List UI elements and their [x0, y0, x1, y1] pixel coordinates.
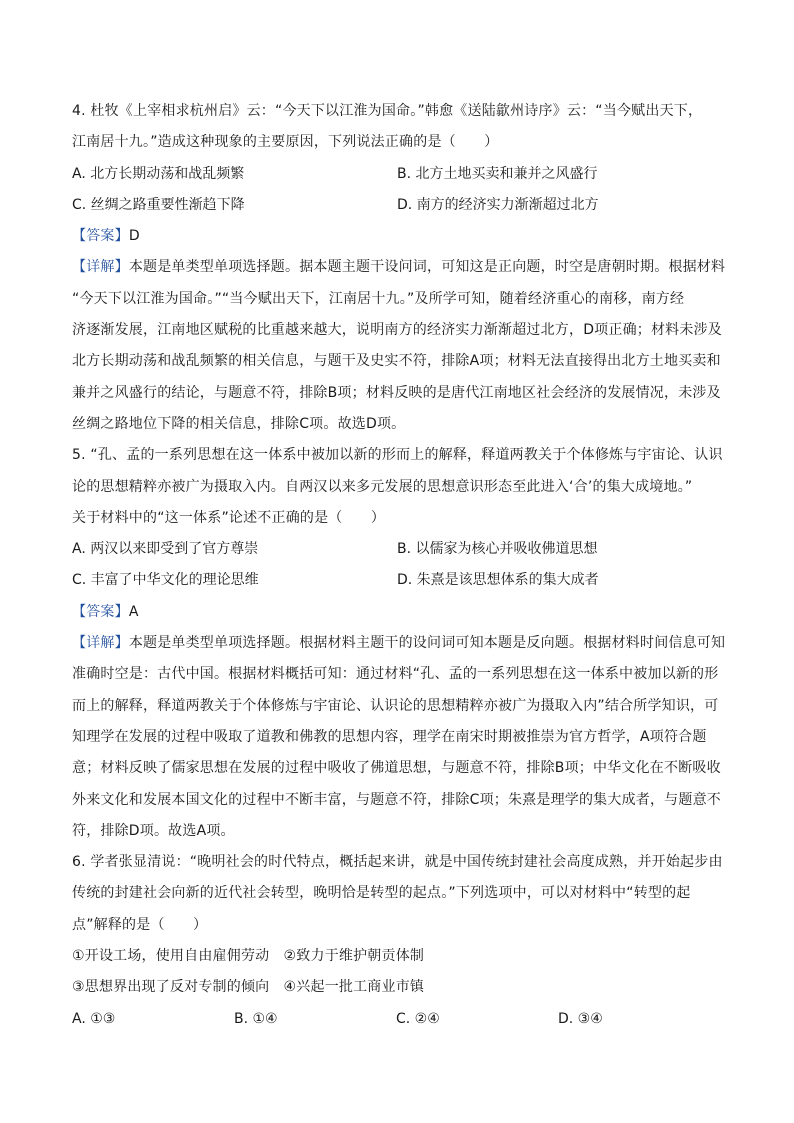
option-c: C. 丝绸之路重要性渐趋下降	[72, 196, 245, 213]
option-b: B. ①④	[234, 1010, 278, 1027]
options-row	[72, 534, 722, 565]
detail-line: 丝绸之路地位下降的相关信息，排除C项。故选D项。	[72, 415, 406, 432]
option-c: C. 丰富了中华文化的理论思维	[72, 572, 259, 589]
detail-label: 【详解】	[72, 259, 129, 276]
option-b: B. 北方土地买卖和兼并之风盛行	[397, 165, 598, 182]
detail-text: 本题是单类型单项选择题。根据材料主题干的设问词可知本题是反向题。根据材料时间信息可知	[128, 635, 726, 652]
option-c: C. ②④	[396, 1010, 440, 1027]
detail-line: 兼并之风盛行的结论，与题意不符，排除B项；材料反映的是唐代江南地区社会经济的发展情况，未涉及	[72, 384, 721, 401]
detail-line: “今天下以江淮为国命。”“当今赋出天下，江南居十九。”及所学可知，随着经济重心的南移，南方经	[72, 290, 685, 307]
answer-value: A	[128, 603, 139, 620]
detail-line: 济逐渐发展，江南地区赋税的比重越来越大，说明南方的经济实力渐渐超过北方，D项正确；材料未涉及	[72, 322, 722, 339]
answer-line	[72, 597, 722, 628]
options-row	[72, 565, 722, 596]
detail-label: 【详解】	[72, 635, 129, 652]
detail-line: 北方长期动荡和战乱频繁的相关信息，与题干及史实不符，排除A项；材料无法直接得出北方土地买卖和	[72, 353, 721, 370]
statement-items: ①开设工场，使用自由雇佣劳动 ②致力于维护朝贡体制	[72, 948, 425, 965]
detail-text: 本题是单类型单项选择题。据本题主题干设问词，可知这是正向题，时空是唐朝时期。根据材料	[128, 259, 726, 276]
question-stem-line: 关于材料中的“这一体系”论述不正确的是（ ）	[72, 509, 386, 526]
options-row	[72, 159, 722, 190]
option-a: A. ①③	[72, 1010, 116, 1027]
question-stem-line: 5. “孔、孟的一系列思想在这一体系中被加以新的形而上的解释，释道两教关于个体修炼与宇宙论、认识	[72, 447, 723, 464]
detail-line: 意；材料反映了儒家思想在发展的过程中吸收了佛道思想，与题意不符，排除B项；中华文化在不断吸收	[72, 760, 721, 777]
detail-line: 外来文化和发展本国文化的过程中不断丰富，与题意不符，排除C项；朱熹是理学的集大成者，与题意不	[72, 791, 721, 808]
answer-value: D	[128, 228, 140, 245]
question-4	[72, 96, 726, 440]
option-b: B. 以儒家为核心并吸收佛道思想	[397, 541, 598, 558]
statement-items: ③思想界出现了反对专制的倾向 ④兴起一批工商业市镇	[72, 979, 425, 996]
detail-line: 准确时空是：古代中国。根据材料概括可知：通过材料“孔、孟的一系列思想在这一体系中被加以新的形	[72, 666, 719, 683]
question-6	[72, 847, 722, 1035]
detail-line	[72, 252, 726, 283]
option-a: A. 北方长期动荡和战乱频繁	[72, 165, 245, 182]
question-stem-line: 论的思想精粹亦被广为摄取入内。自两汉以来多元发展的思想意识形态至此进入‘合’的集大成境地。”	[72, 478, 693, 495]
answer-label: 【答案】	[72, 603, 129, 620]
detail-line: 符，排除D项。故选A项。	[72, 822, 235, 839]
document-content	[72, 96, 726, 1035]
option-d: D. 朱熹是该思想体系的集大成者	[397, 572, 599, 589]
option-a: A. 两汉以来即受到了官方尊崇	[72, 541, 259, 558]
answer-label: 【答案】	[72, 228, 129, 245]
question-stem-line: 点”解释的是（ ）	[72, 916, 208, 933]
question-5	[72, 440, 726, 847]
options-row	[72, 1004, 722, 1035]
detail-line: 知理学在发展的过程中吸取了道教和佛教的思想内容，理学在南宋时期被推崇为官方哲学，A项符合题	[72, 728, 707, 745]
question-stem-line: 江南居十九。”造成这种现象的主要原因，下列说法正确的是（ ）	[72, 134, 499, 151]
detail-line	[72, 628, 726, 659]
option-d: D. 南方的经济实力渐渐超过北方	[397, 196, 599, 213]
question-stem-line: 6. 学者张显清说：“晚明社会的时代特点，概括起来讲，就是中国传统封建社会高度成熟，并开始起步由	[72, 854, 723, 871]
question-stem-line: 4. 杜牧《上宰相求杭州启》云：“今天下以江淮为国命。”韩愈《送陆歙州诗序》云：“当今赋出天下，	[72, 103, 703, 119]
question-stem-line: 传统的封建社会向新的近代社会转型，晚明恰是转型的起点。”下列选项中，可以对材料中“转型的起	[72, 885, 691, 902]
answer-line	[72, 221, 722, 252]
detail-line: 而上的解释，释道两教关于个体修炼与宇宙论、认识论的思想精粹亦被广为摄取入内”结合所学知识，可	[72, 697, 719, 714]
option-d: D. ③④	[558, 1010, 603, 1027]
options-row	[72, 190, 722, 221]
